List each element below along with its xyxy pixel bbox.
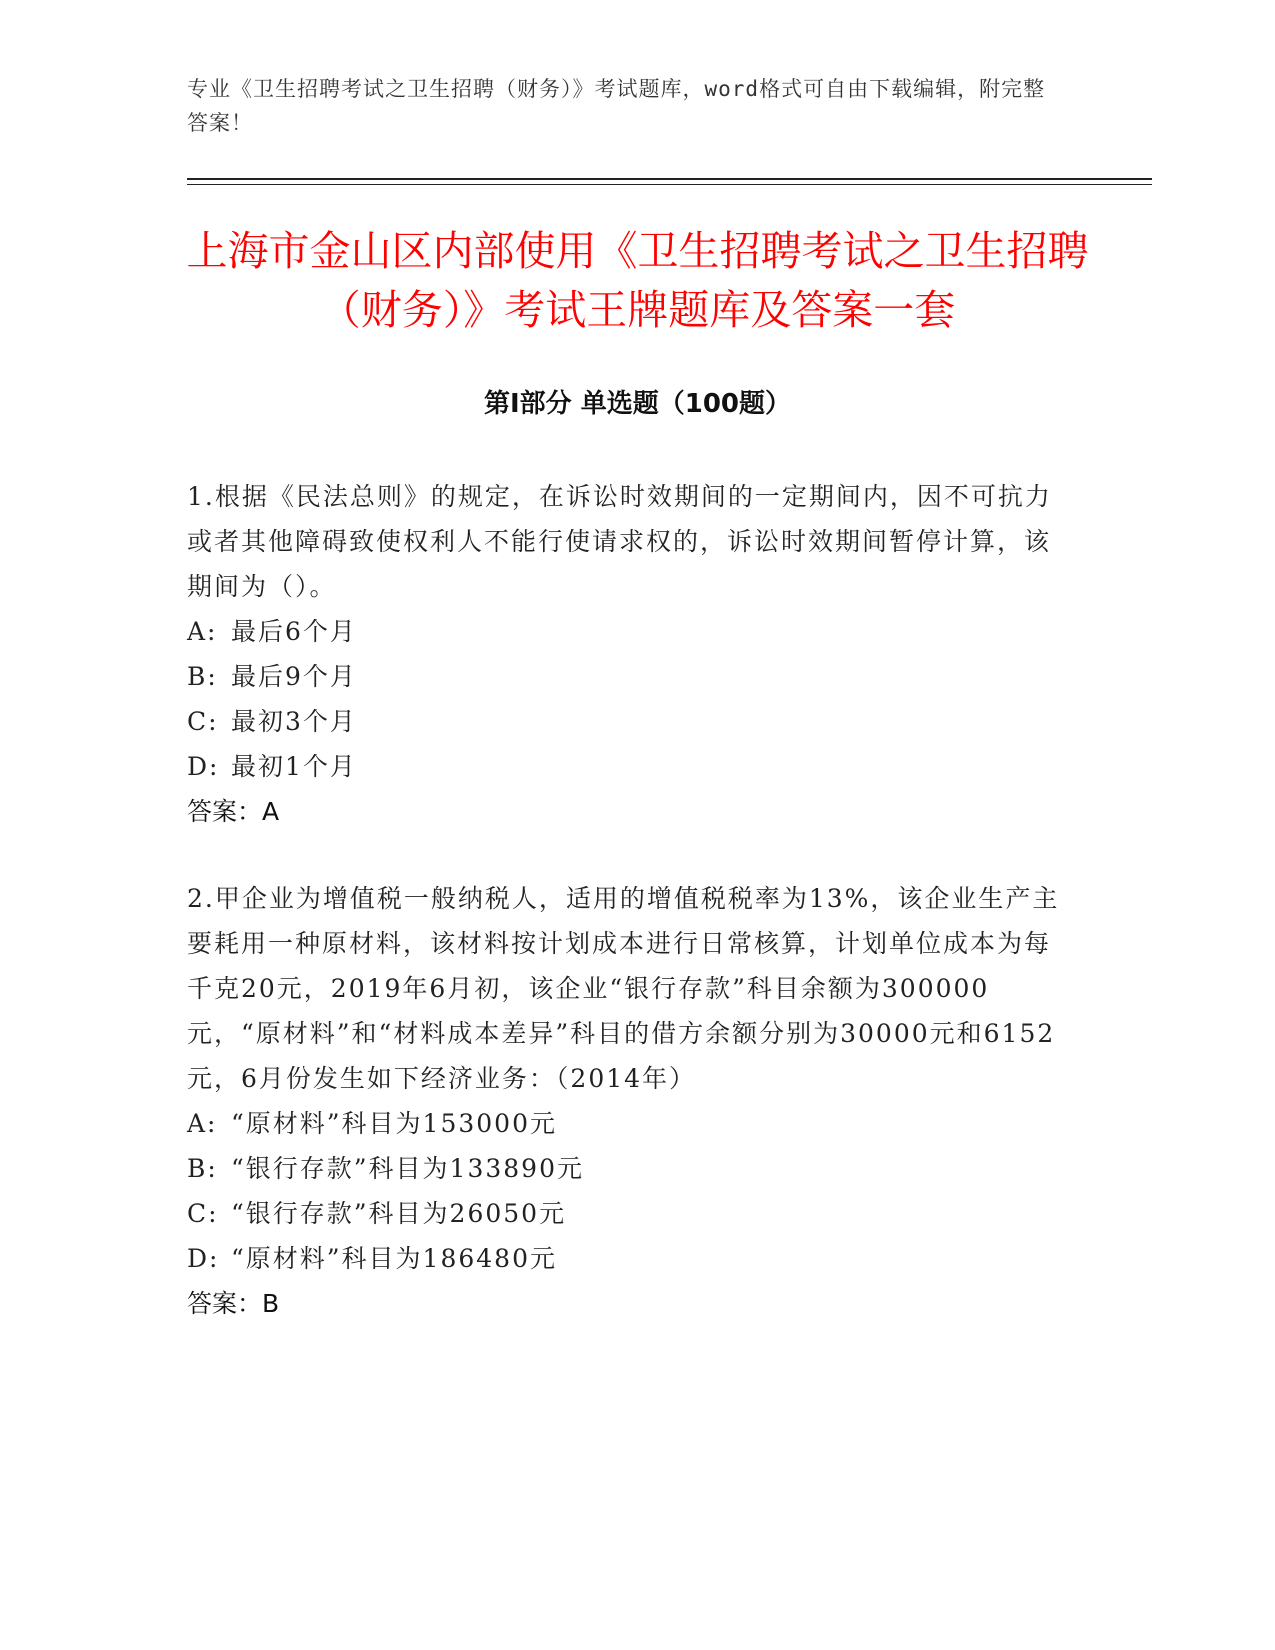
answer-line: 答案：A (187, 797, 280, 826)
option-letter: C: (187, 707, 219, 736)
option-c (187, 1191, 1077, 1236)
option-text: “银行存款”科目为26050元 (231, 1199, 567, 1228)
option-b (187, 654, 1077, 699)
header-note: 专业《卫生招聘考试之卫生招聘（财务）》考试题库，word格式可自由下载编辑，附完整答案！ (187, 77, 1046, 135)
question-1 (187, 474, 1077, 834)
option-letter: C: (187, 1199, 219, 1228)
option-letter: A: (187, 1109, 218, 1138)
section-title: 第Ⅰ部分 单选题（100题） (484, 389, 791, 419)
option-d (187, 744, 1077, 789)
option-a (187, 1101, 1077, 1146)
document-title: 上海市金山区内部使用《卫生招聘考试之卫生招聘（财务）》考试王牌题库及答案一套 (186, 227, 1089, 334)
question-stem: 2.甲企业为增值税一般纳税人，适用的增值税税率为13%，该企业生产主要耗用一种原材料，该材料按计划成本进行日常核算，计划单位成本为每千克20元，2019年6月初，该企业“银行存款”科目余额为300000元，“原材料”和“材料成本差异”科目的借方余额分别为30000元和6152元，6月份发生如下经济业务：（2014年） (187, 884, 1060, 1093)
option-d (187, 1236, 1077, 1281)
option-letter: B: (187, 662, 218, 691)
option-b (187, 1146, 1077, 1191)
option-text: 最后9个月 (231, 662, 357, 691)
option-letter: B: (187, 1154, 218, 1183)
option-text: “原材料”科目为186480元 (231, 1244, 557, 1273)
option-text: “银行存款”科目为133890元 (231, 1154, 584, 1183)
option-text: “原材料”科目为153000元 (231, 1109, 557, 1138)
question-2 (187, 876, 1077, 1326)
answer-line: 答案：B (187, 1289, 280, 1318)
option-a (187, 609, 1077, 654)
question-stem: 1.根据《民法总则》的规定，在诉讼时效期间的一定期间内，因不可抗力或者其他障碍致使权利人不能行使请求权的，诉讼时效期间暂停计算，该期间为（）。 (187, 482, 1052, 601)
option-letter: A: (187, 617, 218, 646)
option-text: 最后6个月 (231, 617, 357, 646)
option-text: 最初1个月 (231, 752, 357, 781)
option-c (187, 699, 1077, 744)
option-text: 最初3个月 (231, 707, 357, 736)
option-letter: D: (187, 1244, 220, 1273)
option-letter: D: (187, 752, 220, 781)
header-divider-thick (187, 178, 1152, 180)
header-divider-thin (187, 184, 1152, 185)
